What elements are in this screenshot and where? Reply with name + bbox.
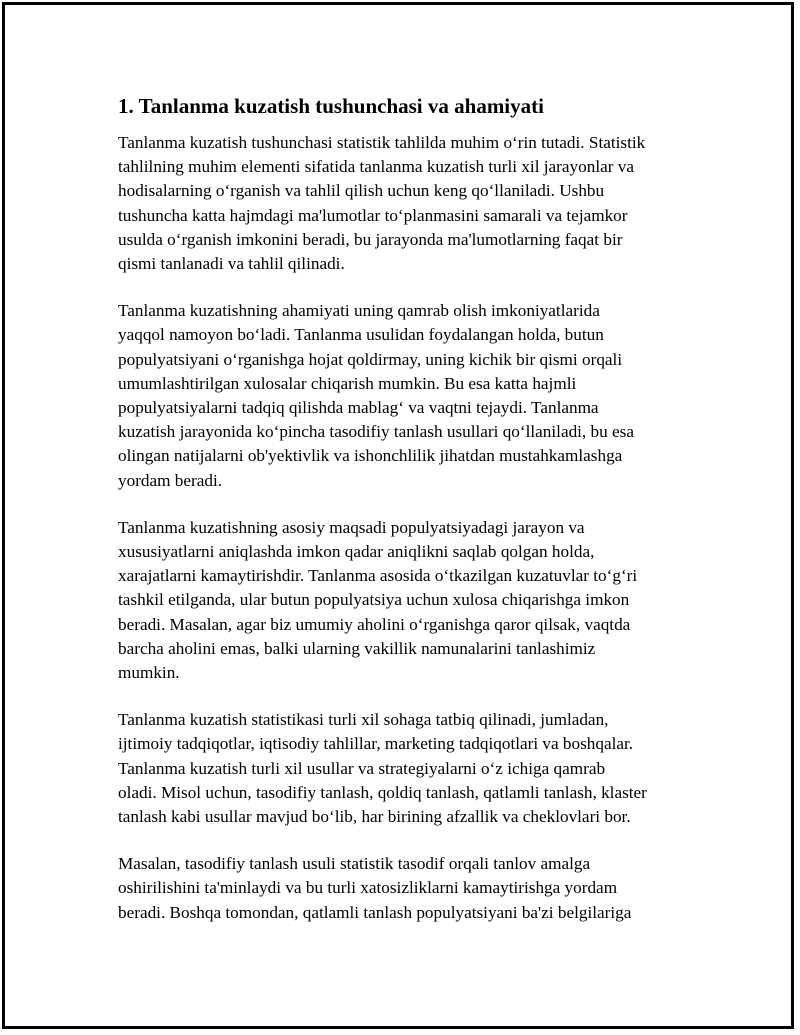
text-line: mumkin. xyxy=(118,663,180,683)
text-line: yaqqol namoyon bo‘ladi. Tanlanma usulidan foydalangan holda, butun xyxy=(118,325,604,345)
text-line: populyatsiyalarni tadqiq qilishda mablag‘ va vaqtni tejaydi. Tanlanma xyxy=(118,398,599,418)
text-line: oladi. Misol uchun, tasodifiy tanlash, qoldiq tanlash, qatlamli tanlash, klaster xyxy=(118,782,647,802)
text-line: qismi tanlanadi va tahlil qilinadi. xyxy=(118,254,345,274)
text-line: xarajatlarni kamaytirishdir. Tanlanma asosida o‘tkazilgan kuzatuvlar to‘g‘ri xyxy=(118,566,638,586)
text-line: oshirilishini ta'minlaydi va bu turli xatosizliklarni kamaytirishga yordam xyxy=(118,878,618,898)
text-line: barcha aholini emas, balki ularning vakillik namunalarini tanlashimiz xyxy=(118,638,596,658)
paragraph xyxy=(118,852,708,925)
text-line: umumlashtirilgan xulosalar chiqarish mumkin. Bu esa katta hajmli xyxy=(118,373,577,393)
text-line: tahlilning muhim elementi sifatida tanlanma kuzatish turli xil jarayonlar va xyxy=(118,157,634,177)
text-line: beradi. Boshqa tomondan, qatlamli tanlash populyatsiyani ba'zi belgilariga xyxy=(118,902,632,922)
text-line: yordam beradi. xyxy=(118,470,223,490)
text-line: olingan natijalarni ob'yektivlik va ishonchlilik jihatdan mustahkamlashga xyxy=(118,446,623,466)
text-line: Tanlanma kuzatish statistikasi turli xil sohaga tatbiq qilinadi, jumladan, xyxy=(118,710,609,730)
text-line: xususiyatlarni aniqlashda imkon qadar aniqlikni saqlab qolgan holda, xyxy=(118,542,595,562)
paragraph xyxy=(118,708,708,829)
text-line: Tanlanma kuzatish tushunchasi statistik tahlilda muhim o‘rin tutadi. Statistik xyxy=(118,133,646,152)
text-line: kuzatish jarayonida ko‘pincha tasodifiy tanlash usullari qo‘llaniladi, bu esa xyxy=(118,422,634,442)
text-line: hodisalarning o‘rganish va tahlil qilish uchun keng qo‘llaniladi. Ushbu xyxy=(118,181,605,201)
document-body xyxy=(118,93,708,948)
text-line: beradi. Masalan, agar biz umumiy aholini o‘rganishga qaror qilsak, vaqtda xyxy=(118,614,631,634)
text-line: Masalan, tasodifiy tanlash usuli statistik tasodif orqali tanlov amalga xyxy=(118,854,591,874)
text-line: tashkil etilganda, ular butun populyatsiya uchun xulosa chiqarishga imkon xyxy=(118,590,630,610)
text-line: Tanlanma kuzatishning asosiy maqsadi populyatsiyadagi jarayon va xyxy=(118,517,585,537)
paragraph xyxy=(118,131,708,276)
paragraph-list xyxy=(118,131,708,925)
paragraph xyxy=(118,299,708,493)
text-line: tanlash kabi usullar mavjud bo‘lib, har birining afzallik va cheklovlari bor. xyxy=(118,807,631,827)
text-line: ijtimoiy tadqiqotlar, iqtisodiy tahlillar, marketing tadqiqotlari va boshqalar. xyxy=(118,734,634,754)
text-line: usulda o‘rganish imkonini beradi, bu jarayonda ma'lumotlarning faqat bir xyxy=(118,229,623,249)
text-line: populyatsiyani o‘rganishga hojat qoldirmay, uning kichik bir qismi orqali xyxy=(118,349,623,369)
text-line: tushuncha katta hajmdagi ma'lumotlar to‘planmasini samarali va tejamkor xyxy=(118,205,628,225)
text-line: Tanlanma kuzatish turli xil usullar va strategiyalarni o‘z ichiga qamrab xyxy=(118,758,606,778)
text-line: Tanlanma kuzatishning ahamiyati uning qamrab olish imkoniyatlarida xyxy=(118,301,600,321)
paragraph xyxy=(118,516,708,685)
section-heading: 1. Tanlanma kuzatish tushunchasi va ahamiyati xyxy=(118,94,544,118)
